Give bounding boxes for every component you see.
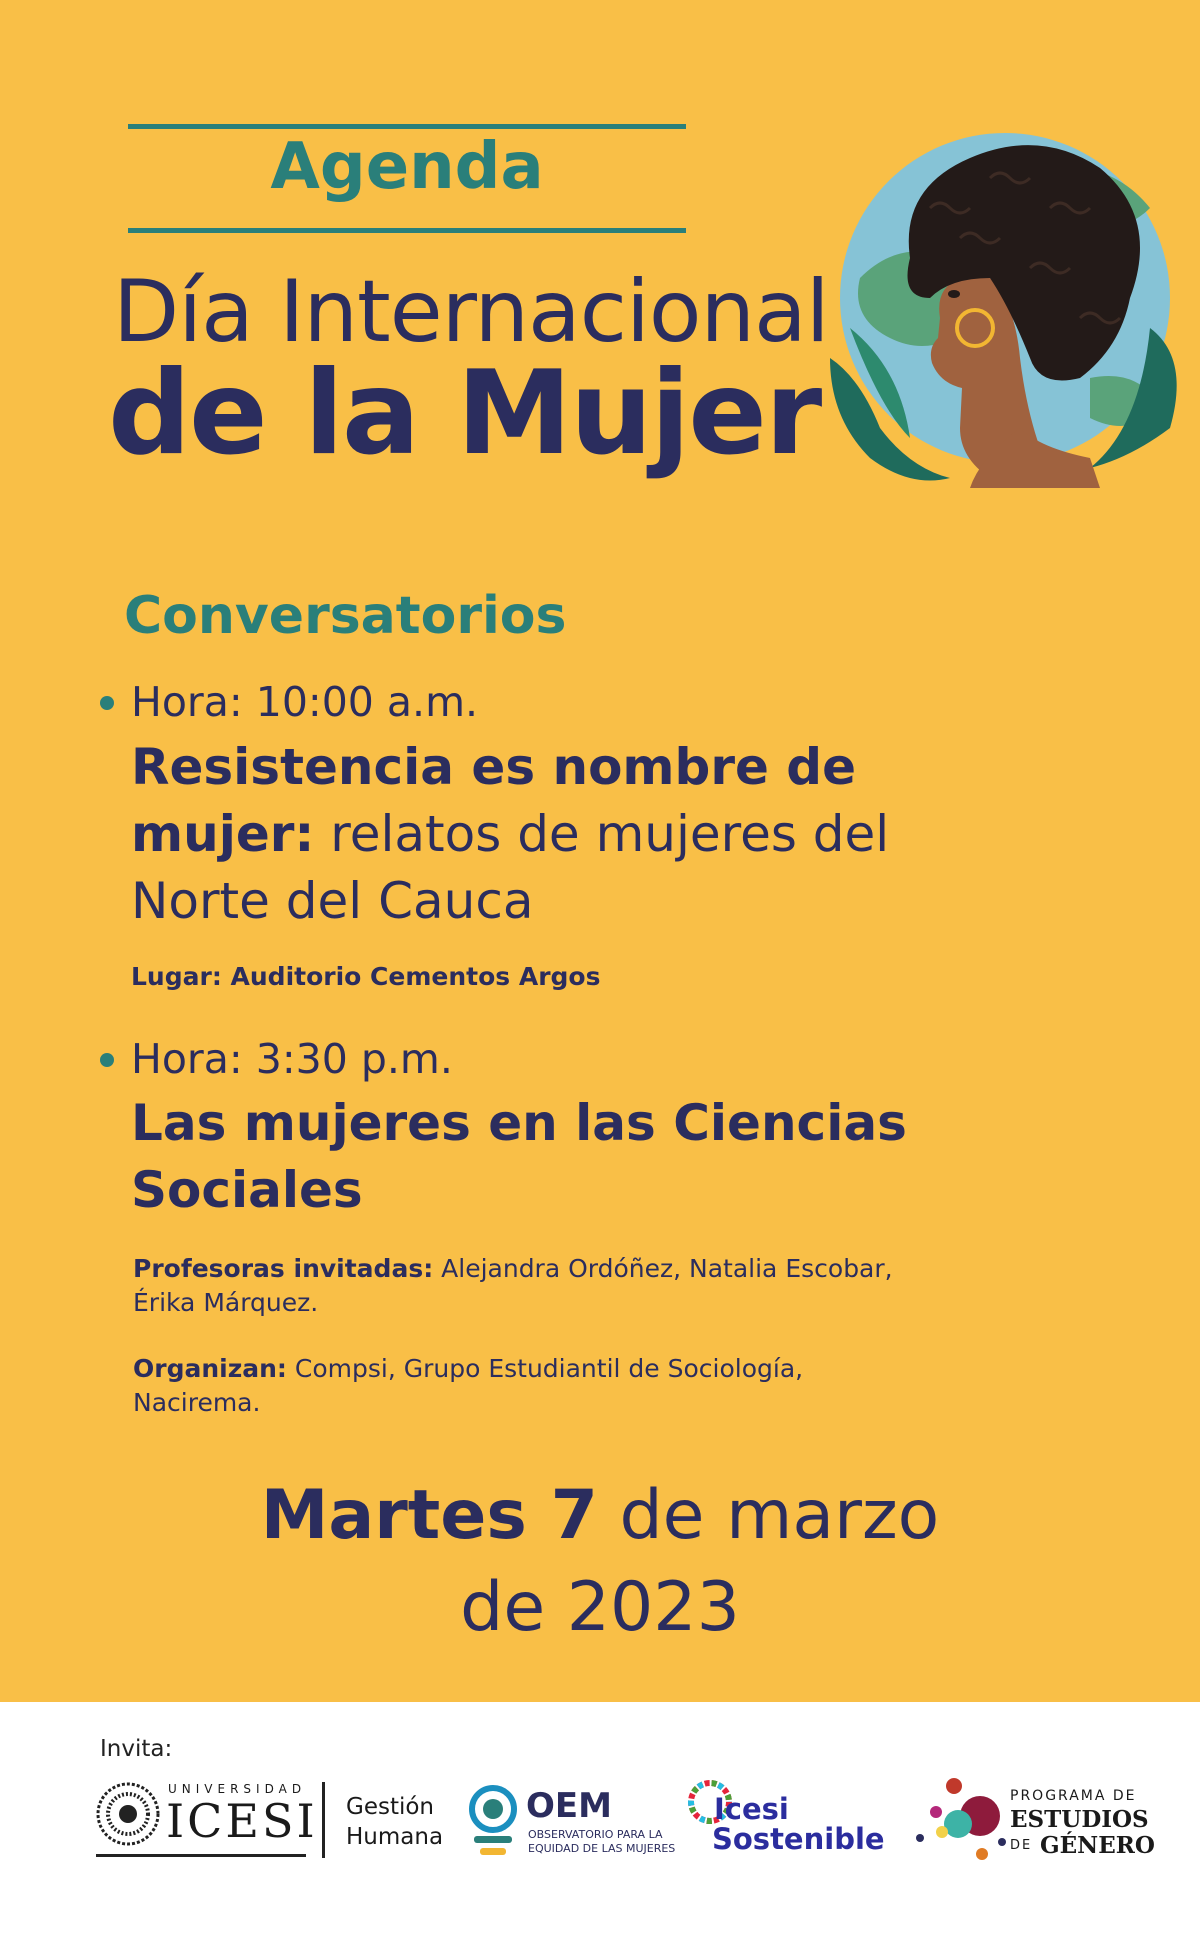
oem-sub-line-2: EQUIDAD DE LAS MUJERES [528,1842,676,1855]
event-1-location: Lugar: Auditorio Cementos Argos [131,962,601,991]
professors-names: Alejandra Ordóñez, Natalia Escobar, Érika Márquez. [133,1254,893,1317]
oem-logo-icon [468,1784,518,1860]
event-2-organizers [133,1352,893,1420]
date-bold: Martes 7 [260,1476,598,1555]
genero-line-3: DE [1010,1838,1033,1853]
event-2-professors [133,1252,893,1320]
icesi-seal-icon [96,1782,160,1846]
event-1-title [131,734,971,935]
sostenible-line-1: Icesi [714,1792,789,1826]
oem-subtitle [528,1828,675,1856]
top-rule [128,124,686,129]
event-date [0,1470,1200,1654]
woman-illustration [790,128,1190,488]
bullet-dot [100,696,114,710]
footer [0,1702,1200,1942]
date-line-1 [0,1470,1200,1562]
date-rest: de marzo [597,1476,940,1555]
gestion-humana-logo [346,1792,443,1852]
title-line-2: de la Mujer [108,346,821,481]
invita-label: Invita: [100,1736,173,1762]
genero-line-1: PROGRAMA DE [1010,1788,1137,1804]
agenda-label: Agenda [270,130,544,204]
event-2-title: Las mujeres en las Ciencias Sociales [131,1094,907,1219]
event-1-time: Hora: 10:00 a.m. [131,678,479,726]
logo-divider [322,1782,325,1858]
date-line-2: de 2023 [460,1568,740,1647]
professors-label: Profesoras invitadas: [133,1254,434,1283]
organizers-label: Organizan: [133,1354,287,1383]
event-2-time: Hora: 3:30 p.m. [131,1035,453,1083]
title-line-1: Día Internacional [113,262,829,362]
genero-dots-icon [912,1776,1014,1866]
sostenible-line-2: Sostenible [712,1822,885,1856]
organizers-names: Compsi, Grupo Estudiantil de Sociología, Nacirema. [133,1354,804,1417]
bullet-dot [100,1053,114,1067]
event-1-title-bold: Resistencia es nombre de mujer: [131,738,856,863]
oem-sub-line-1: OBSERVATORIO PARA LA [528,1828,663,1841]
icesi-name: ICESI [166,1794,318,1848]
section-title: Conversatorios [124,586,567,646]
oem-name: OEM [526,1786,612,1826]
event-1-title-rest: relatos de mujeres del Norte del Cauca [131,805,890,930]
icesi-underline [96,1854,306,1857]
genero-line-2: ESTUDIOS [1010,1806,1149,1833]
icesi-university-label: UNIVERSIDAD [168,1782,307,1796]
gestion-line-1: Gestión [346,1794,435,1820]
gestion-line-2: Humana [346,1824,444,1850]
genero-line-4: GÉNERO [1040,1832,1155,1859]
sostenible-logo-text [714,1794,885,1854]
bottom-rule [128,228,686,233]
